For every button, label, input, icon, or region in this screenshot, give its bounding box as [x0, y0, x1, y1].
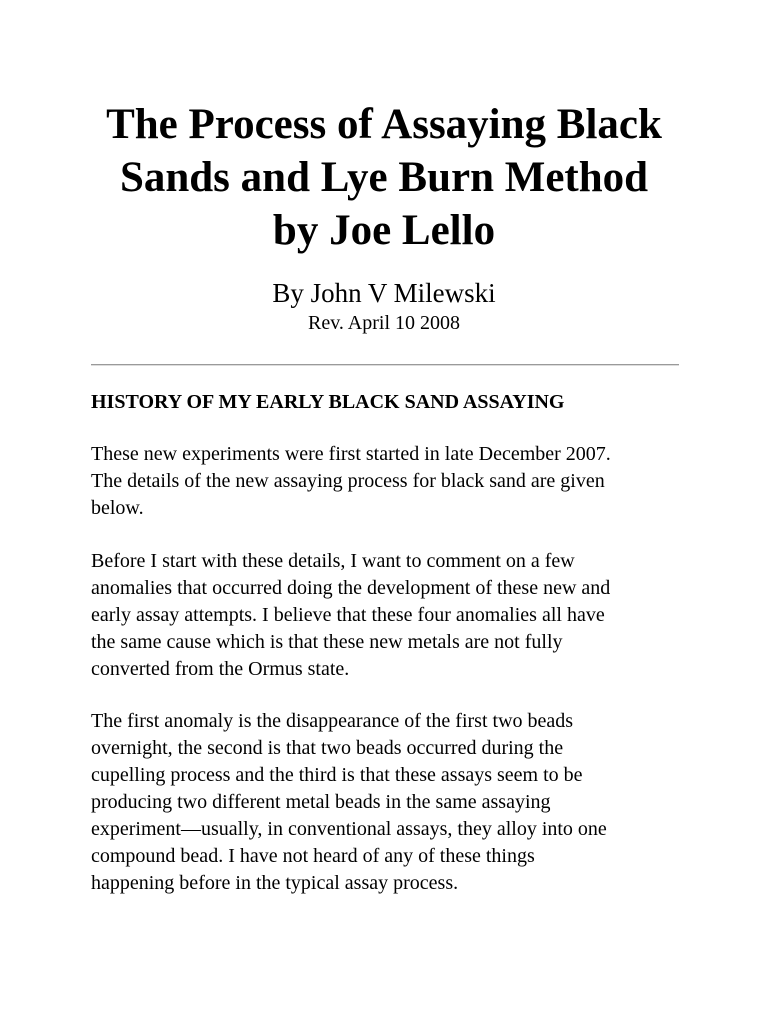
paragraph [91, 441, 691, 522]
text-line: producing two different metal beads in the same assaying [91, 791, 551, 813]
title-line: by Joe Lello [272, 207, 496, 254]
text-line: overnight, the second is that two beads occurred during the [91, 737, 564, 759]
text-line: the same cause which is that these new metals are not fully [91, 631, 563, 653]
text-line: experiment—usually, in conventional assays, they alloy into one [91, 818, 607, 840]
text-line: anomalies that occurred doing the development of these new and [91, 577, 611, 599]
section-heading: HISTORY OF MY EARLY BLACK SAND ASSAYING [91, 391, 565, 413]
text-line: converted from the Ormus state. [91, 658, 350, 680]
author-byline: By John V Milewski [272, 278, 496, 308]
paragraph [91, 548, 691, 683]
revision-date: Rev. April 10 2008 [307, 312, 461, 334]
text-line: These new experiments were first started in late December 2007. [91, 443, 611, 465]
text-line: Before I start with these details, I want to comment on a few [91, 550, 575, 572]
text-line: below. [91, 497, 144, 519]
horizontal-rule [91, 364, 679, 366]
text-line: The details of the new assaying process for black sand are given [91, 470, 605, 492]
text-line: compound bead. I have not heard of any of these things [91, 845, 535, 867]
text-line: The first anomaly is the disappearance of the first two beads [91, 710, 574, 732]
title-line: The Process of Assaying Black [106, 101, 662, 148]
text-line: cupelling process and the third is that these assays seem to be [91, 764, 583, 786]
paragraph [91, 708, 691, 897]
text-line: early assay attempts. I believe that these four anomalies all have [91, 604, 605, 626]
title-line: Sands and Lye Burn Method [119, 154, 649, 201]
text-line: happening before in the typical assay process. [91, 872, 459, 894]
document-title [60, 98, 708, 257]
